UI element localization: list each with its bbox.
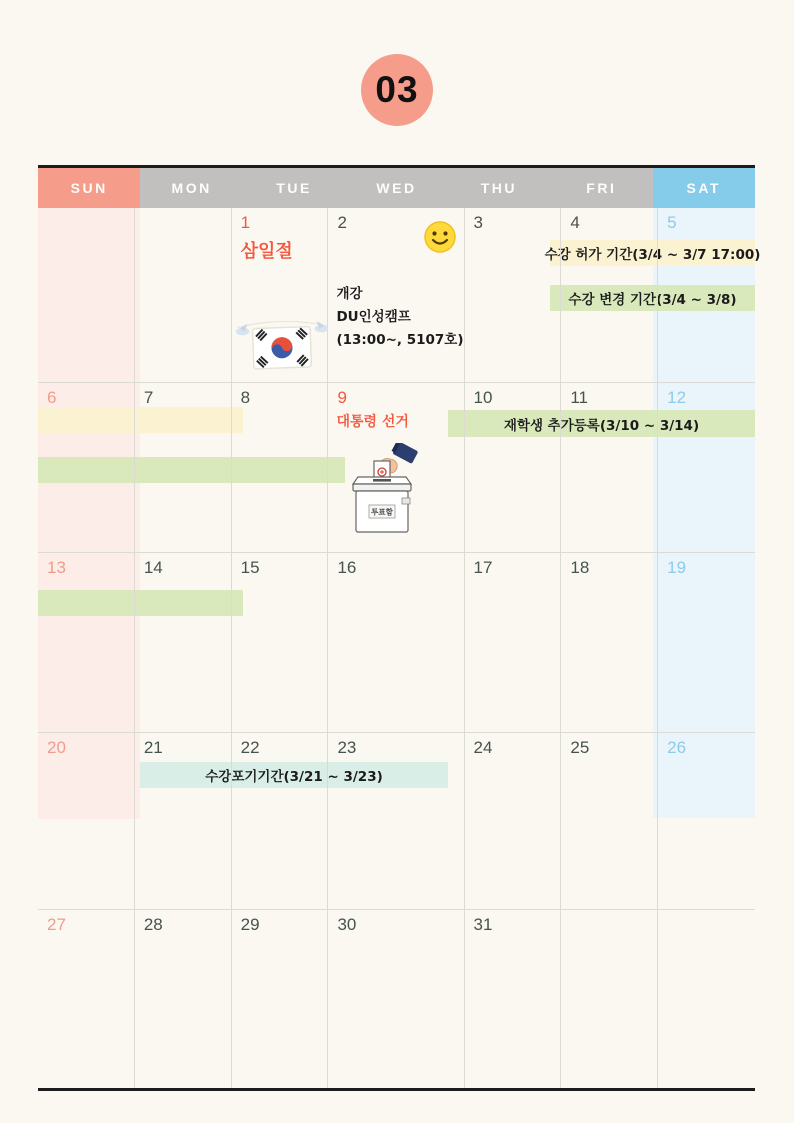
weekday-header-mon: MON xyxy=(140,168,242,208)
event-label-presidential-election: 대통령 선거 xyxy=(336,414,409,430)
day-cell-mar15 xyxy=(232,553,329,733)
weekday-header-sun: SUN xyxy=(38,168,140,208)
day-number: 20 xyxy=(47,738,66,757)
day-cell-mar10 xyxy=(465,383,562,553)
event-label-course-drop: 수강포기기간(3/21 ~ 3/23) xyxy=(205,769,383,785)
day-number: 10 xyxy=(473,388,493,407)
event-label-du-camp-time: (13:00~, 5107호) xyxy=(336,332,464,348)
day-cell-mar22 xyxy=(232,733,329,910)
day-number: 28 xyxy=(143,915,163,934)
holiday-label-samiljeol: 삼일절 xyxy=(240,241,293,262)
day-number: 31 xyxy=(473,915,493,934)
weekday-header-tue: TUE xyxy=(243,168,345,208)
month-badge xyxy=(361,54,433,126)
day-cell-mar12 xyxy=(658,383,755,553)
event-label-du-camp: DU인성캠프 xyxy=(336,309,411,325)
day-cell-mar8 xyxy=(232,383,329,553)
day-number: 9 xyxy=(337,388,347,407)
day-cell-mar27 xyxy=(38,910,135,1088)
day-cell-mar7 xyxy=(135,383,232,553)
day-number: 13 xyxy=(47,558,66,577)
day-cell-mar23 xyxy=(328,733,464,910)
day-cell-mar31 xyxy=(465,910,562,1088)
day-number: 8 xyxy=(240,388,251,407)
day-cell-mar11 xyxy=(561,383,658,553)
day-cell-empty xyxy=(135,208,232,383)
ballot-box-illustration xyxy=(340,443,420,538)
day-cell-mar21 xyxy=(135,733,232,910)
day-number: 23 xyxy=(337,738,357,757)
day-cell-mar29 xyxy=(232,910,329,1088)
day-number: 5 xyxy=(667,213,677,232)
day-cell-mar26 xyxy=(658,733,755,910)
day-cell-empty xyxy=(38,208,135,383)
day-number: 7 xyxy=(143,388,154,407)
day-number: 27 xyxy=(47,915,66,934)
ballot-box-label: 투표함 xyxy=(371,507,394,517)
day-number: 17 xyxy=(473,558,493,577)
day-number: 18 xyxy=(570,558,590,577)
day-number: 15 xyxy=(240,558,260,577)
day-number: 22 xyxy=(240,738,260,757)
day-number: 3 xyxy=(473,213,483,232)
calendar xyxy=(38,165,761,1091)
event-label-course-allow: 수강 허가 기간(3/4 ~ 3/7 17:00) xyxy=(544,247,761,263)
day-number: 2 xyxy=(337,213,347,232)
weekday-header-fri: FRI xyxy=(550,168,652,208)
day-number: 29 xyxy=(240,915,260,934)
day-cell-mar30 xyxy=(328,910,464,1088)
month-number: 03 xyxy=(375,69,419,110)
event-label-semester-start: 개강 xyxy=(336,286,363,302)
day-cell-mar1 xyxy=(232,208,329,383)
day-number: 4 xyxy=(570,213,580,232)
day-number: 11 xyxy=(570,388,589,407)
day-cell-mar17 xyxy=(465,553,562,733)
calendar-bottom-border xyxy=(38,1088,755,1091)
weekday-header-sat: SAT xyxy=(653,168,755,208)
day-cell-mar16 xyxy=(328,553,464,733)
day-cell-mar20 xyxy=(38,733,135,910)
day-cell-mar4 xyxy=(561,208,658,383)
day-cell-mar5 xyxy=(658,208,755,383)
weekday-header-wed: WED xyxy=(345,168,447,208)
day-number: 16 xyxy=(337,558,357,577)
day-cell-mar18 xyxy=(561,553,658,733)
day-number: 21 xyxy=(143,738,163,757)
day-number: 14 xyxy=(143,558,163,577)
day-cell-mar24 xyxy=(465,733,562,910)
day-number: 25 xyxy=(570,738,590,757)
day-cell-mar25 xyxy=(561,733,658,910)
day-cell-mar6 xyxy=(38,383,135,553)
day-number: 1 xyxy=(240,213,251,232)
day-number: 24 xyxy=(473,738,493,757)
event-label-additional-registration: 재학생 추가등록(3/10 ~ 3/14) xyxy=(503,417,700,434)
day2-event-lines xyxy=(336,283,463,352)
day-cell-empty xyxy=(561,910,658,1088)
day-number: 12 xyxy=(667,388,687,407)
day-number: 19 xyxy=(667,558,687,577)
day-cell-mar3 xyxy=(465,208,562,383)
day-cell-mar14 xyxy=(135,553,232,733)
event-label-course-change: 수강 변경 기간(3/4 ~ 3/8) xyxy=(568,292,737,308)
smiley-face-icon xyxy=(424,221,456,253)
day-cell-mar28 xyxy=(135,910,232,1088)
calendar-grid xyxy=(38,208,761,1088)
day-number: 30 xyxy=(337,915,357,934)
day-cell-mar9 xyxy=(328,383,464,553)
weekday-header-row xyxy=(38,168,755,208)
day-cell-empty xyxy=(658,910,755,1088)
day-number: 26 xyxy=(667,738,687,757)
day-cell-mar13 xyxy=(38,553,135,733)
day-number: 6 xyxy=(47,388,57,407)
weekday-header-thu: THU xyxy=(448,168,550,208)
day-cell-mar2 xyxy=(328,208,464,383)
day-grid xyxy=(38,208,755,1088)
korean-flag-with-doves-illustration xyxy=(234,302,330,382)
day-cell-mar19 xyxy=(658,553,755,733)
